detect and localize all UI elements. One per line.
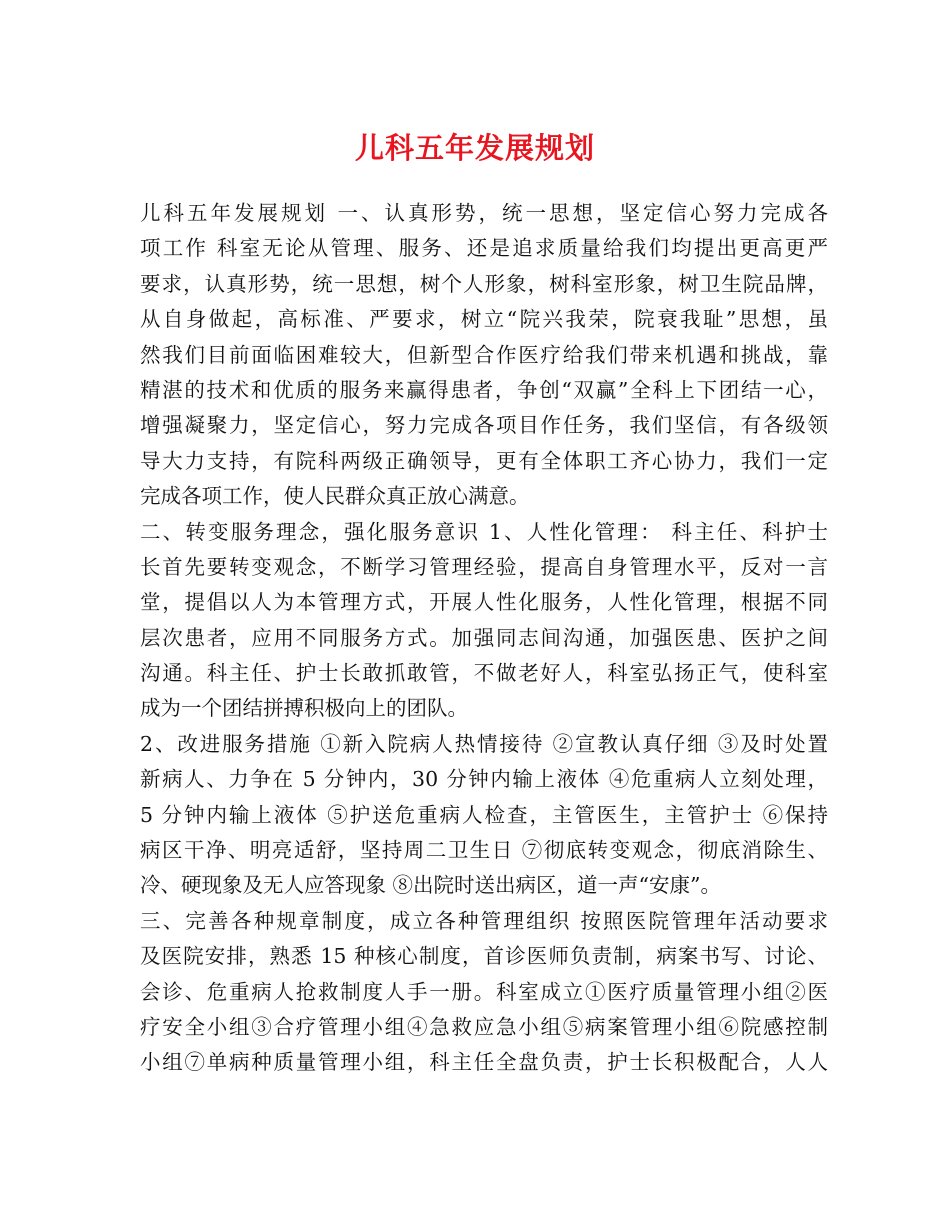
document-body	[140, 196, 828, 1081]
body-line: 病区干净、明亮适舒，坚持周二卫生日 ⑦彻底转变观念，彻底消除生、	[140, 838, 828, 863]
body-line: 小组⑦单病种质量管理小组，科主任全盘负责，护士长积极配合，人人	[140, 1050, 828, 1075]
body-line: 儿科五年发展规划 一、认真形势，统一思想，坚定信心努力完成各	[140, 201, 828, 225]
body-line: 疗安全小组③合疗管理小组④急救应急小组⑤病案管理小组⑥院感控制	[140, 1014, 828, 1039]
body-line: 成为一个团结拼搏积极向上的团队。	[140, 696, 468, 721]
body-line: 5 分钟内输上液体 ⑤护送危重病人检查，主管医生，主管护士 ⑥保持	[140, 802, 828, 827]
body-line: 沟通。科主任、护士长敢抓敢管，不做老好人，科室弘扬正气，使科室	[140, 661, 828, 686]
document-title: 儿科五年发展规划	[354, 131, 595, 165]
body-line: 新病人、力争在 5 分钟内，30 分钟内输上液体 ④危重病人立刻处理，	[140, 767, 828, 792]
body-line: 从自身做起，高标准、严要求，树立“院兴我荣，院衰我耻”思想，虽	[140, 307, 828, 332]
body-line: 二、转变服务理念，强化服务意识 1、人性化管理： 科主任、科护士	[140, 519, 828, 544]
body-line: 完成各项工作，使人民群众真正放心满意。	[140, 484, 530, 509]
body-line: 2、改进服务措施 ①新入院病人热情接待 ②宣教认真仔细 ③及时处置	[140, 731, 828, 756]
body-line: 精湛的技术和优质的服务来赢得患者，争创“双赢”全科上下团结一心，	[140, 377, 828, 402]
body-line: 堂，提倡以人为本管理方式，开展人性化服务，人性化管理，根据不同	[140, 590, 828, 615]
body-line: 三、完善各种规章制度，成立各种管理组织 按照医院管理年活动要求	[140, 908, 828, 933]
body-line: 增强凝聚力，坚定信心，努力完成各项目作任务，我们坚信，有各级领	[140, 413, 828, 438]
body-line: 导大力支持，有院科两级正确领导，更有全体职工齐心协力，我们一定	[140, 448, 828, 473]
body-line: 要求，认真形势，统一思想，树个人形象，树科室形象，树卫生院品牌，	[140, 271, 828, 296]
body-line: 冷、硬现象及无人应答现象 ⑧出院时送出病区，道一声“安康”。	[140, 873, 721, 898]
body-line: 层次患者，应用不同服务方式。加强同志间沟通，加强医患、医护之间	[140, 625, 828, 650]
body-line: 长首先要转变观念，不断学习管理经验，提高自身管理水平，反对一言	[140, 554, 828, 579]
body-line: 然我们目前面临困难较大，但新型合作医疗给我们带来机遇和挑战，靠	[140, 342, 828, 367]
body-line: 及医院安排，熟悉 15 种核心制度，首诊医师负责制，病案书写、讨论、	[140, 944, 828, 969]
body-line: 项工作 科室无论从管理、服务、还是追求质量给我们均提出更高更严	[140, 236, 828, 261]
body-line: 会诊、危重病人抢救制度人手一册。科室成立①医疗质量管理小组②医	[140, 979, 828, 1004]
